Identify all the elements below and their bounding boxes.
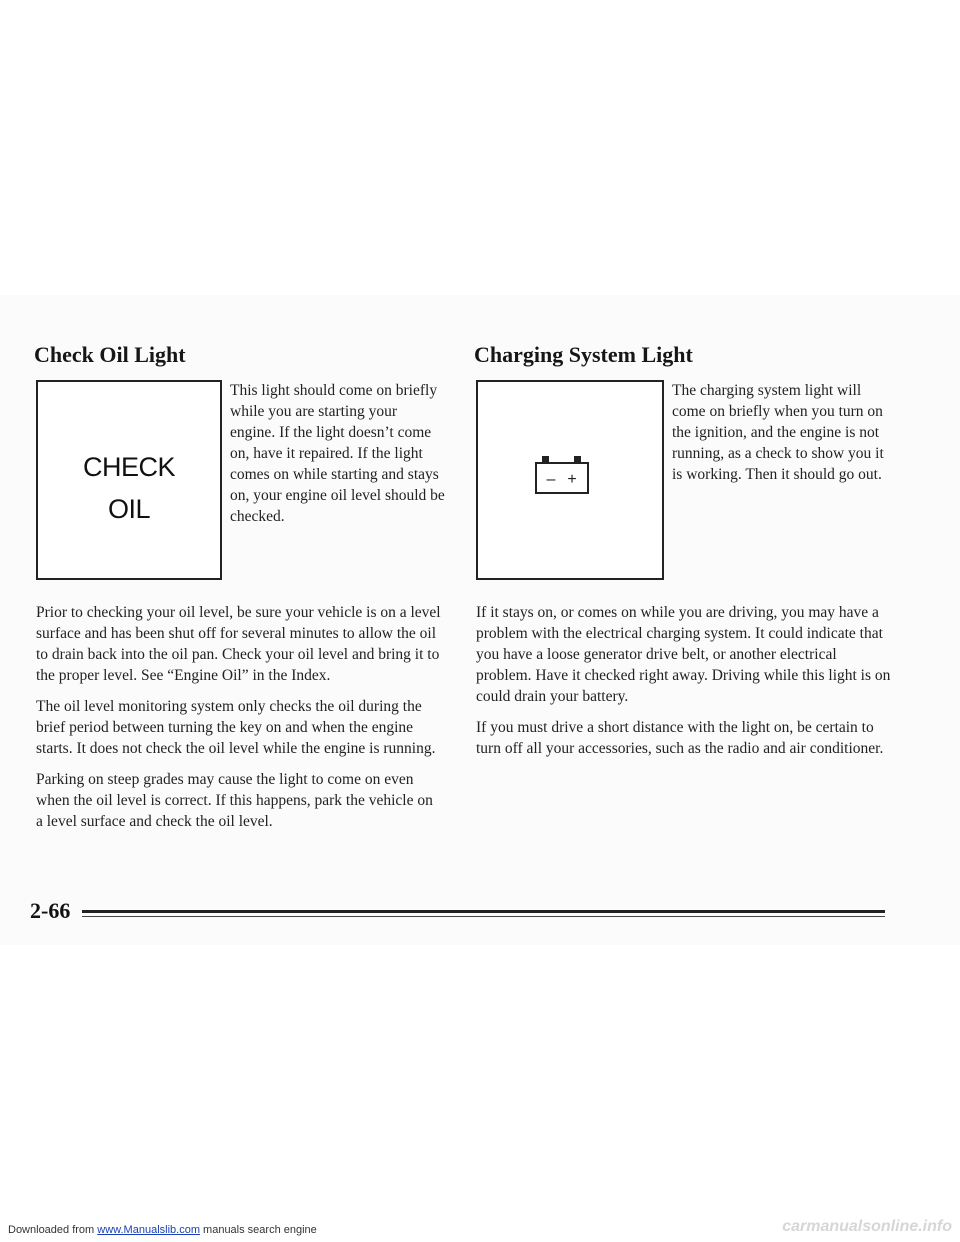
check-oil-intro-text: This light should come on briefly while you are starting your engine. If the light doesn’t come on, have it repaired. If the light comes on while starting and stays on, your engine oil level should be checked. — [230, 382, 445, 525]
site-watermark: carmanualsonline.info — [782, 1218, 952, 1235]
check-oil-paragraph: Prior to checking your oil level, be sure your vehicle is on a level surface and has been shut off for several minutes to allow the oil to drain back into the oil pan. Check your oil level and bring it to the proper level. See “Engine Oil” in the Index. — [36, 604, 441, 684]
download-prefix: Downloaded from — [8, 1224, 98, 1236]
check-oil-icon-line2: OIL — [107, 494, 151, 524]
battery-terminal-right — [574, 456, 581, 463]
download-source-line — [8, 1224, 317, 1236]
check-oil-icon-line1: CHECK — [82, 452, 175, 482]
page-number: 2-66 — [30, 898, 71, 923]
charging-paragraph: If it stays on, or comes on while you are driving, you may have a problem with the electrical charging system. It could indicate that you have a loose generator drive belt, or another electrical problem. Have it checked right away. Driving while this light is on could drain your battery. — [476, 604, 891, 705]
battery-body — [536, 463, 588, 493]
check-oil-indicator-icon — [36, 380, 222, 580]
charging-intro-text: The charging system light will come on briefly when you turn on the ignition, and the engine is not running, as a check to show you it is working. Then it should go out. — [672, 382, 884, 483]
charging-body — [476, 602, 896, 769]
charging-system-light-heading: Charging System Light — [474, 342, 693, 367]
check-oil-paragraph: The oil level monitoring system only checks the oil during the brief period between turning the key on and when the engine starts. It does not check the oil level while the engine is running. — [36, 698, 436, 757]
footer-rule — [82, 910, 885, 913]
battery-plus-sign: + — [567, 471, 577, 488]
manualslib-link[interactable]: www.Manualslib.com — [97, 1224, 200, 1236]
battery-terminal-left — [542, 456, 549, 463]
battery-indicator-icon-box — [476, 380, 664, 580]
check-oil-body — [36, 602, 441, 842]
battery-icon — [534, 456, 590, 500]
battery-minus-sign: – — [546, 471, 556, 488]
check-oil-paragraph: Parking on steep grades may cause the light to come on even when the oil level is correct. If this happens, park the vehicle on a level surface and check the oil level. — [36, 771, 433, 830]
download-suffix: manuals search engine — [199, 1224, 317, 1236]
footer-rule-thin — [82, 916, 885, 917]
check-oil-light-heading: Check Oil Light — [34, 342, 186, 367]
charging-paragraph: If you must drive a short distance with the light on, be certain to turn off all your accessories, such as the radio and air conditioner. — [476, 719, 884, 757]
